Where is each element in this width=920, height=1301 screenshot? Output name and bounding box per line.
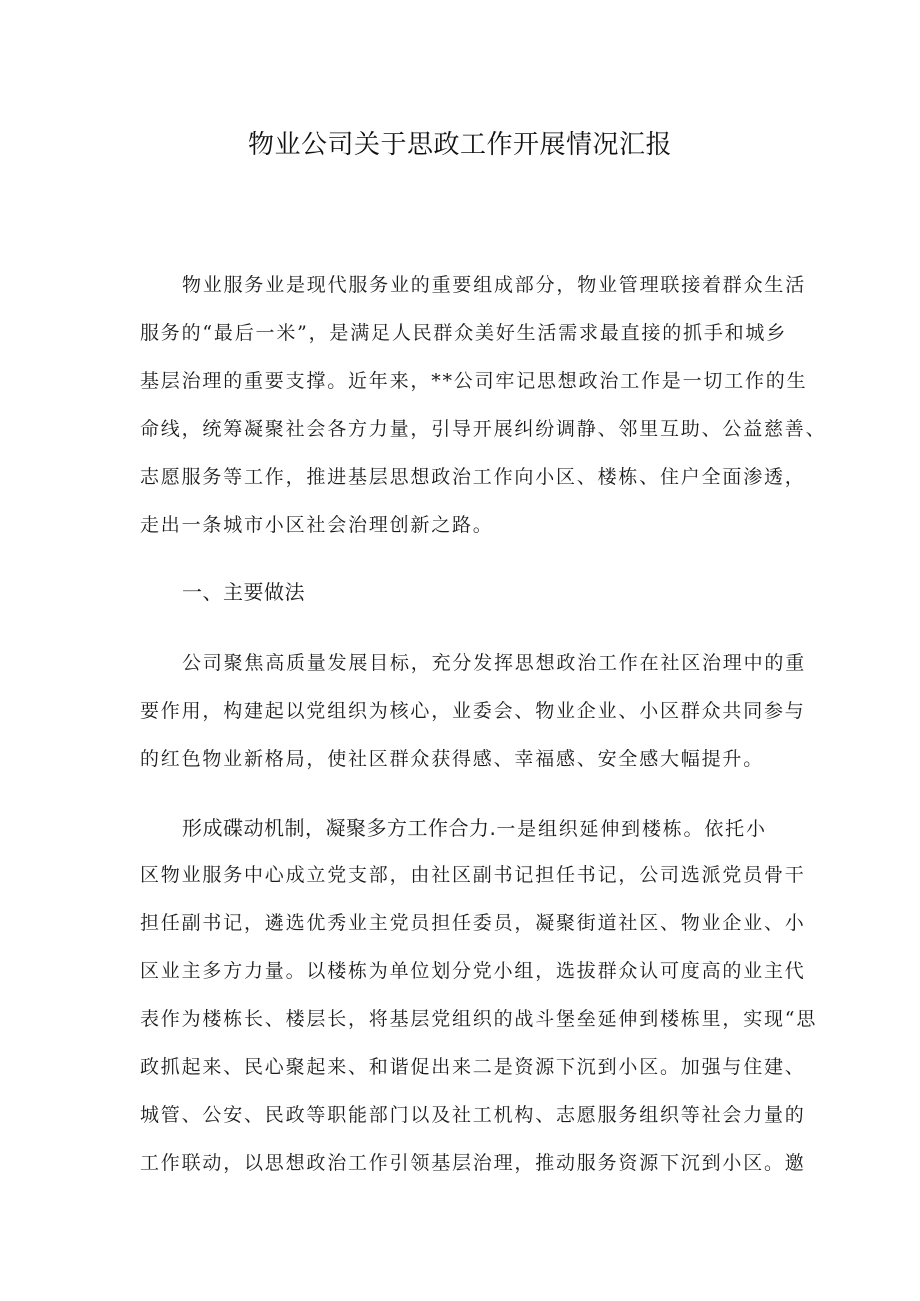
section-line-3: 的红色物业新格局，使社区群众获得感、幸福感、安全感大幅提升。 (140, 748, 765, 770)
point-line-3: 担任副书记，遴选优秀业主党员担任委员，凝聚街道社区、物业企业、小 (140, 912, 806, 934)
point-line-4: 区业主多方力量。以楼栋为单位划分党小组，选拔群众认可度高的业主代 (140, 960, 806, 982)
intro-line-2: 服务的“最后一米”，是满足人民群众美好生活需求最直接的抓手和城乡 (140, 322, 788, 344)
section-line-1: 公司聚焦高质量发展目标，充分发挥思想政治工作在社区治理中的重 (182, 652, 807, 674)
intro-line-5: 志愿服务等工作，推进基层思想政治工作向小区、楼栋、住户全面渗透， (140, 466, 806, 488)
intro-line-1: 物业服务业是现代服务业的重要组成部分，物业管理联接着群众生活 (182, 274, 807, 296)
document-title: 物业公司关于思政工作开展情况汇报 (247, 130, 672, 160)
point-line-7: 城管、公安、民政等职能部门以及社工机构、志愿服务组织等社会力量的 (140, 1104, 806, 1126)
point-line-8: 工作联动，以思想政治工作引领基层治理，推动服务资源下沉到小区。邀 (140, 1152, 806, 1174)
intro-line-6: 走出一条城市小区社会治理创新之路。 (140, 514, 494, 536)
point-lead: 形成碟动机制，凝聚多方工作合力. (182, 816, 497, 840)
section-heading: 一、主要做法 (182, 580, 305, 604)
point-line-2: 区物业服务中心成立党支部，由社区副书记担任书记，公司选派党员骨干 (140, 864, 806, 886)
point-first-line (182, 812, 767, 841)
intro-line-4: 命线，统筹凝聚社会各方力量，引导开展纠纷调静、邻里互助、公益慈善、 (140, 418, 827, 440)
point-line-5: 表作为楼栋长、楼层长，将基层党组织的战斗堡垒延伸到楼栋里，实现“思 (140, 1008, 818, 1030)
intro-line-3: 基层治理的重要支撑。近年来，**公司牢记思想政治工作是一切工作的生 (140, 370, 808, 392)
section-line-2: 要作用，构建起以党组织为核心，业委会、物业企业、小区群众共同参与 (140, 700, 806, 722)
point-line-6: 政抓起来、民心聚起来、和谐促出来二是资源下沉到小区。加强与住建、 (140, 1056, 806, 1078)
point-first-rest: 一是组织延伸到楼栋。依托小 (496, 818, 767, 840)
